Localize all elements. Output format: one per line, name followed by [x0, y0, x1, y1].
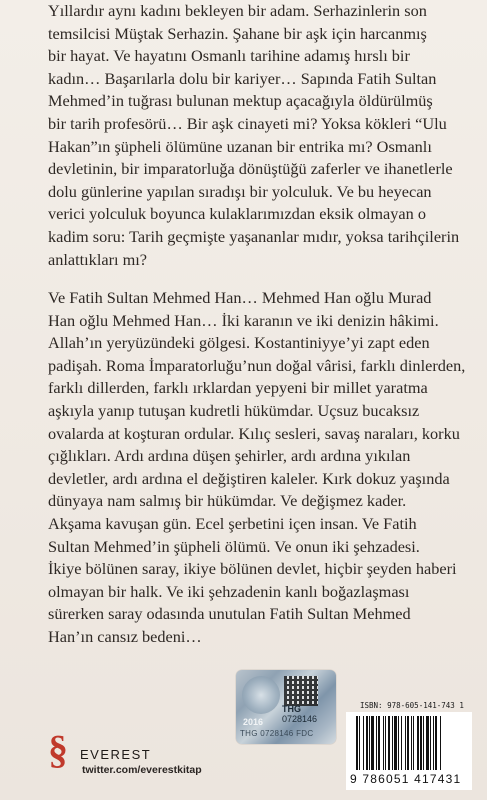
hologram-sticker — [236, 670, 336, 744]
hologram-seal-icon — [242, 676, 280, 714]
text-line: ovalarda at koşturan ordular. Kılıç sesleri, savaş naraları, korku — [48, 423, 460, 443]
text-line: anlattıkları mı? — [48, 249, 148, 269]
text-line: kadın… Başarılarla dolu bir kariyer… Sapında Fatih Sultan — [48, 68, 437, 88]
text-line: dünyaya nam salmış bir hükümdar. Ve değişmez kader. — [48, 491, 407, 511]
text-line: Ve Fatih Sultan Mehmed Han… Mehmed Han oğlu Murad — [48, 288, 432, 307]
isbn-label: ISBN: 978-605-141-743 1 — [360, 701, 464, 710]
text-line: çığlıkları. Ardı ardına düşen şehirler, ardı ardına yıkılan — [48, 446, 411, 466]
text-line: kadim soru: Tarih geçmişte yaşananlar mıdır, yoksa tarihçilerin — [48, 226, 460, 246]
barcode — [346, 712, 472, 790]
barcode-digits: 9 786051 417431 — [350, 772, 462, 786]
text-line: Allah’ın yeryüzündeki gölgesi. Kostantiniyye’yi zapt eden — [48, 333, 430, 353]
text-line: Mehmed’in tuğrası bulunan mektup açacağıyla öldürülmüş — [48, 91, 433, 111]
text-line: Sultan Mehmed’in şüpheli ölümü. Ve onun iki şehzadesi. — [48, 536, 420, 556]
sticker-strip: THG 0728146 FDC — [240, 729, 314, 738]
text-line: devletler, ardı ardına el değiştiren kaleler. Kırk dokuz yaşında — [48, 468, 450, 488]
sticker-serial: 0728146 — [282, 714, 318, 724]
text-line: devletinin, bir imparatorluğa dönüştüğü zaferler ve ihanetlerle — [48, 159, 453, 179]
text-line: Han’ın cansız bedeni… — [48, 626, 202, 646]
text-line: farklı dillerden, farklı ırklardan yepyeni bir millet yaratma — [48, 378, 428, 398]
synopsis-paragraph-2 — [48, 287, 468, 649]
qr-code-icon — [284, 676, 318, 706]
publisher-logo-icon: § — [48, 727, 68, 772]
text-line: dolu günlerine yapılan sıradışı bir yolculuk. Ve bu heyecan — [48, 181, 432, 201]
text-line: İkiye bölünen saray, ikiye bölünen devlet, hiçbir şeyden haberi — [48, 559, 457, 579]
text-line: verici yolculuk boyunca kulaklarımızdan eksik olmayan o — [48, 204, 426, 224]
text-line: Han oğlu Mehmed Han… İki karanın ve iki denizin hâkimi. — [48, 310, 439, 330]
barcode-bars — [354, 716, 464, 772]
publisher-name: EVEREST — [80, 747, 152, 762]
text-line: bir hayat. Ve hayatını Osmanlı tarihine adamış hırslı bir — [48, 46, 410, 66]
synopsis-paragraph-1 — [48, 0, 468, 271]
text-line: bir tarih profesörü… Bir aşk cinayeti mi? Yoksa kökleri “Ulu — [48, 113, 447, 133]
text-line: padişah. Roma İmparatorluğu’nun doğal vârisi, farklı dinlerden, — [48, 355, 466, 375]
text-line: aşkıyla yanıp tutuşan kudretli hükümdar. Uçsuz bucaksız — [48, 400, 420, 420]
text-line: sürerken saray odasında unutulan Fatih Sultan Mehmed — [48, 604, 411, 624]
text-line: temsilcisi Müştak Serhazin. Şahane bir aşk için harcanmış — [48, 23, 427, 43]
text-line: Yıllardır aynı kadını bekleyen bir adam. Serhazinlerin son — [48, 1, 427, 20]
sticker-code: THG — [282, 704, 301, 714]
text-line: Akşama kavuşan gün. Ecel şerbetini içen insan. Ve Fatih — [48, 513, 417, 533]
text-line: Hakan”ın şüpheli ölümüne uzanan bir entrika mı? Osmanlı — [48, 136, 432, 156]
text-line: olmayan bir halk. Ve iki şehzadenin kanlı boğazlaşması — [48, 581, 410, 601]
sticker-year: 2016 — [243, 717, 264, 727]
publisher-twitter-handle: twitter.com/everestkitap — [82, 764, 202, 776]
